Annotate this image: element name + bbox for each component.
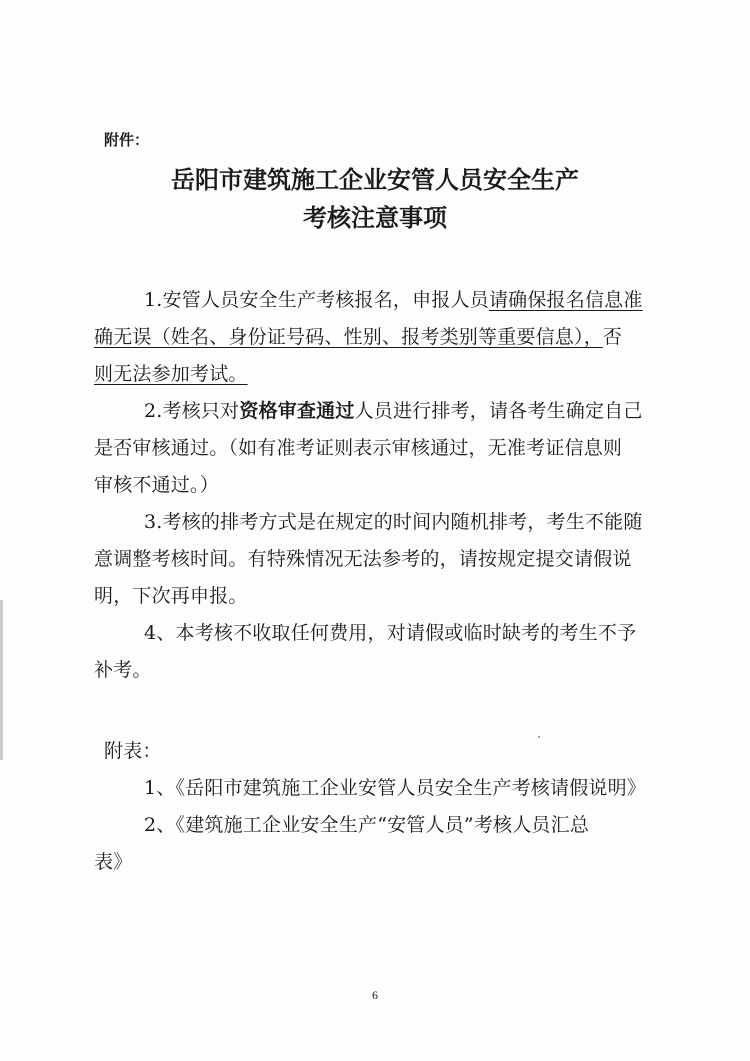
- item2-line1-a: 2.考核只对: [144, 400, 240, 422]
- document-title-line-2: 考核注意事项: [303, 203, 447, 232]
- appendix-entry-2-line1: 2、《建筑施工企业安全生产“安管人员”考核人员汇总: [144, 814, 590, 836]
- scan-speck: [538, 736, 540, 738]
- item1-line1: [144, 285, 643, 312]
- item1-line3-underlined: 则无法参加考试。: [94, 363, 248, 385]
- item2-line1-c: 人员进行排考，请各考生确定自己: [354, 400, 643, 422]
- attachment-label: 附件：: [104, 131, 150, 149]
- item4-line1: 4、本考核不收取任何费用，对请假或临时缺考的考生不予: [144, 622, 637, 644]
- appendix-entry-2-line2: 表》: [94, 851, 133, 873]
- item3-line2: 意调整考核时间。有特殊情况无法参考的，请按规定提交请假说: [94, 548, 632, 570]
- document-title-line-1: 岳阳市建筑施工企业安管人员安全生产: [171, 165, 579, 194]
- item1-line2-underlined: 确无误（姓名、身份证号码、性别、报考类别等重要信息），: [94, 326, 603, 348]
- item4-line2: 补考。: [94, 659, 152, 681]
- item1-line2: [94, 322, 622, 349]
- item2-line2: 是否审核通过。（如有准考证则表示审核通过，无准考证信息则: [94, 437, 623, 459]
- item2-line1-b: 资格审查通过: [239, 400, 355, 422]
- item1-line3: [94, 359, 248, 386]
- item1-line1-underlined: 请确保报名信息准: [488, 289, 643, 311]
- item1-line2-text: 否: [602, 326, 623, 348]
- appendix-entry-1: 1、《岳阳市建筑施工企业安管人员安全生产考核请假说明》: [144, 777, 646, 799]
- scan-edge-mark: [0, 600, 3, 760]
- item2-line1: [144, 396, 643, 423]
- item3-line1: 3.考核的排考方式是在规定的时间内随机排考，考生不能随: [144, 511, 643, 533]
- item1-line1-text: 1.安管人员安全生产考核报名，申报人员: [144, 289, 489, 311]
- item3-line3: 明，下次再申报。: [94, 585, 248, 607]
- appendix-label: 附表：: [104, 740, 162, 762]
- page-number: 6: [372, 988, 378, 1002]
- item2-line3: 审核不通过。）: [94, 474, 219, 496]
